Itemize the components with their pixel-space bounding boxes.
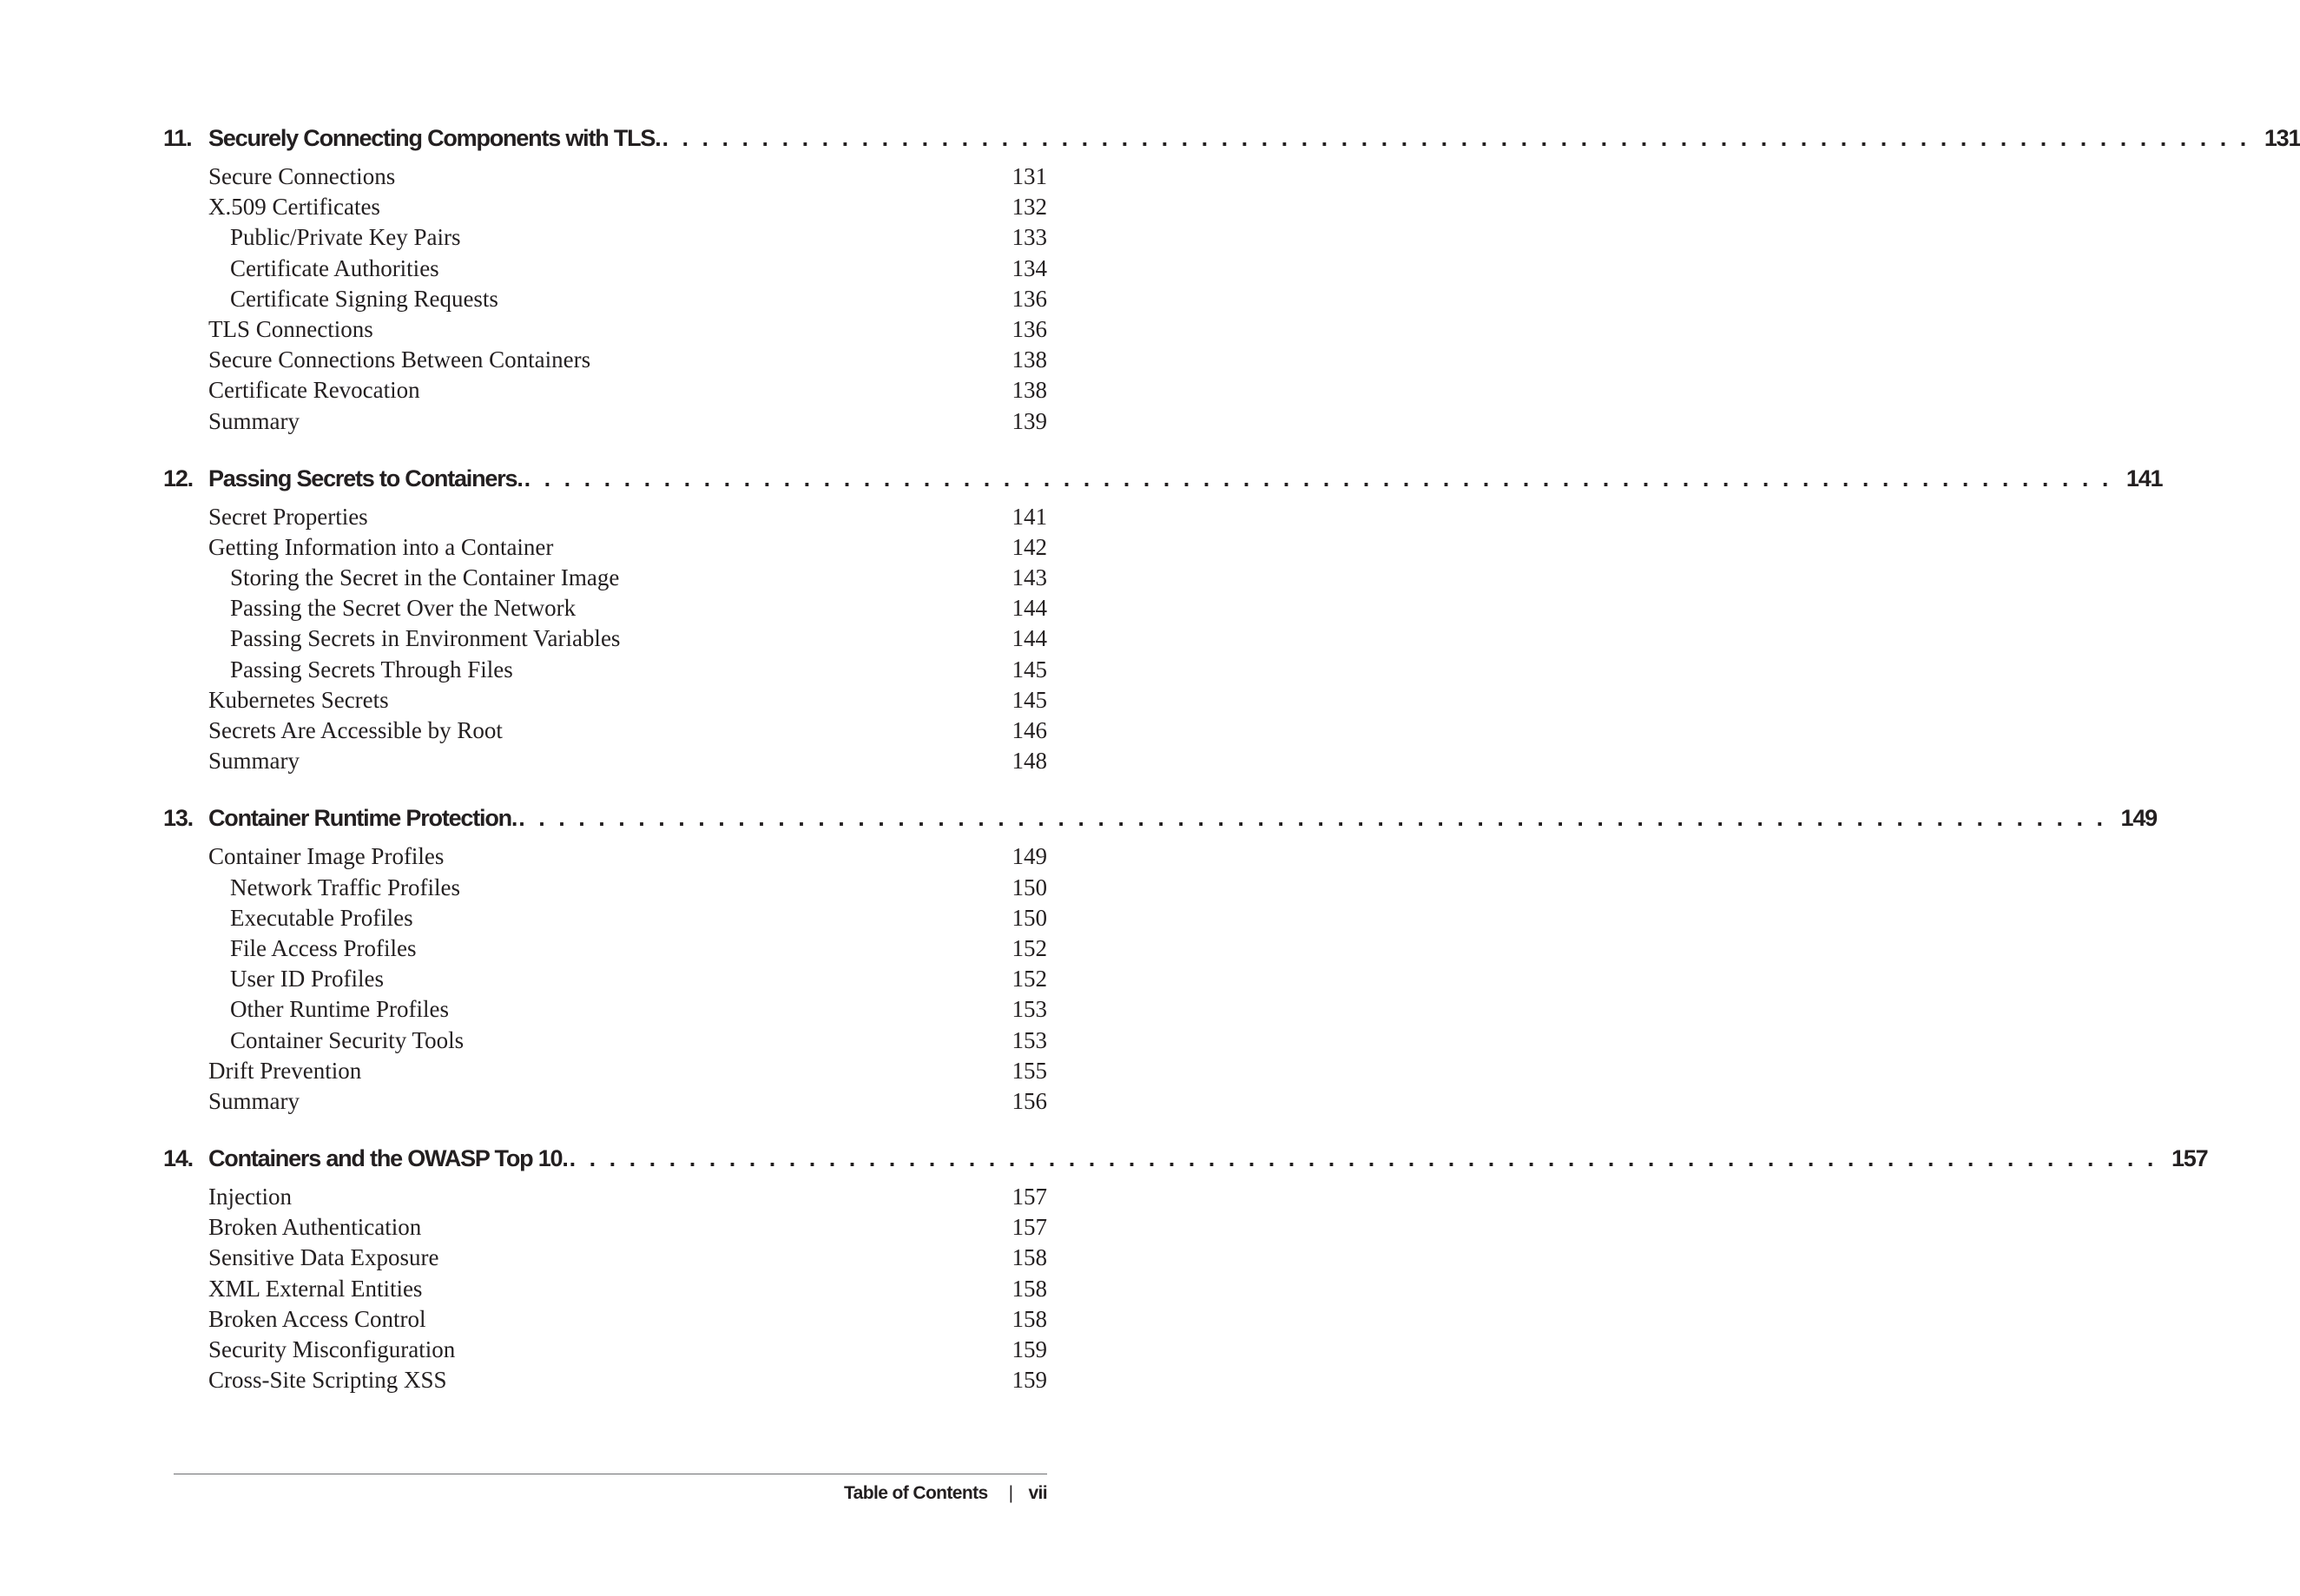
entry-page-number: 131 [1012,163,1047,189]
entry-title: X.509 Certificates [208,194,380,221]
chapter-section [163,1145,2208,1397]
toc-entry[interactable] [163,1214,1047,1244]
toc-entry[interactable] [163,408,1047,439]
entry-title: Kubernetes Secrets [208,686,389,713]
toc-subentry[interactable] [163,656,1047,687]
footer-page-number: vii [1028,1483,1047,1503]
entry-page-number: 146 [1012,717,1047,743]
entry-title: Certificate Revocation [208,377,420,404]
toc-entry[interactable] [163,1058,1047,1088]
toc-entry[interactable] [163,748,1047,778]
dot-leader: . . . . . . . . . . . . . . . . . . . . . . . . . . . . . . . . . . . . . . . . . . . . . . . . . . . . . . . . . . . . . . . . . . . . . . . . . . . . . . . . [662,125,2251,151]
entry-title: Injection [208,1184,292,1210]
entry-page-number: 155 [1012,1057,1047,1084]
entry-page-number: 144 [1012,595,1047,622]
entry-page-number: 136 [1012,285,1047,312]
toc-entry[interactable] [163,1306,1047,1336]
entry-page-number: 136 [1012,315,1047,342]
entry-title: Summary [208,407,300,434]
entry-page-number: 152 [1012,934,1047,961]
chapter-number: 13. [163,805,193,832]
chapter-heading[interactable] [163,465,2163,504]
entry-page-number: 159 [1012,1367,1047,1394]
entry-title: Public/Private Key Pairs [230,224,461,251]
entry-title: Container Security Tools [230,1026,465,1053]
entry-page-number: 145 [1012,686,1047,713]
entry-page-number: 144 [1012,625,1047,652]
toc-entry[interactable] [163,1244,1047,1275]
entry-title: Broken Access Control [208,1305,426,1332]
toc-subentry[interactable] [163,224,1047,254]
entry-page-number: 134 [1012,254,1047,281]
chapter-section [163,465,2163,779]
chapter-title: Container Runtime Protection. [208,805,517,832]
toc-entry[interactable] [163,1276,1047,1306]
entry-page-number: 150 [1012,874,1047,900]
dot-leader: . . . . . . . . . . . . . . . . . . . . . . . . . . . . . . . . . . . . . . . . . . . . . . . . . . . . . . . . . . . . . . . . . . . . . . . . . . . . . . . . [524,465,2112,491]
toc-entry[interactable] [163,377,1047,407]
toc-subentry[interactable] [163,1027,1047,1058]
toc-subentry[interactable] [163,625,1047,656]
entry-page-number: 158 [1012,1244,1047,1271]
entry-title: Executable Profiles [230,904,413,931]
entry-title: Passing Secrets Through Files [230,656,513,683]
entry-title: Security Misconfiguration [208,1336,456,1362]
toc-subentry[interactable] [163,286,1047,316]
entry-title: Certificate Authorities [230,254,439,281]
chapter-heading[interactable] [163,125,2300,163]
chapter-title: Securely Connecting Components with TLS. [208,125,661,151]
entry-page-number: 149 [1012,843,1047,870]
entry-title: Drift Prevention [208,1057,362,1084]
entry-title: User ID Profiles [230,966,384,993]
entry-title: Container Image Profiles [208,843,445,870]
chapter-title: Passing Secrets to Containers. [208,465,523,491]
entry-page-number: 141 [1012,503,1047,530]
entry-page-number: 138 [1012,346,1047,373]
entry-title: Secure Connections [208,163,396,189]
entry-title: File Access Profiles [230,934,417,961]
chapter-number: 12. [163,465,193,491]
entry-page-number: 143 [1012,564,1047,591]
chapter-page-number: 141 [2125,465,2163,491]
entry-page-number: 159 [1012,1336,1047,1362]
toc-subentry[interactable] [163,255,1047,286]
toc-entry[interactable] [163,1184,1047,1214]
chapter-page-number: 131 [2264,125,2300,151]
entry-title: Passing Secrets in Environment Variables [230,625,621,652]
entry-page-number: 145 [1012,656,1047,683]
entry-title: Sensitive Data Exposure [208,1244,439,1271]
toc-entry[interactable] [163,1367,1047,1397]
toc-entry[interactable] [163,717,1047,748]
entry-title: Certificate Signing Requests [230,285,498,312]
toc-subentry[interactable] [163,564,1047,595]
toc-entry[interactable] [163,534,1047,564]
toc-subentry[interactable] [163,905,1047,935]
table-of-contents [163,125,2300,1424]
dot-leader: . . . . . . . . . . . . . . . . . . . . . . . . . . . . . . . . . . . . . . . . . . . . . . . . . . . . . . . . . . . . . . . . . . . . . . . . . . . . . . . . [569,1145,2158,1172]
entry-page-number: 157 [1012,1214,1047,1241]
entry-page-number: 157 [1012,1184,1047,1210]
chapter-section [163,805,2157,1118]
entry-title: Cross-Site Scripting XSS [208,1367,447,1394]
entry-page-number: 148 [1012,748,1047,775]
toc-entry[interactable] [163,504,1047,534]
chapter-page-number: 149 [2120,805,2157,832]
chapter-section [163,125,2300,439]
toc-subentry[interactable] [163,966,1047,996]
entry-title: Storing the Secret in the Container Image [230,564,620,591]
chapter-heading[interactable] [163,805,2157,843]
chapter-page-number: 157 [2171,1145,2208,1172]
entry-page-number: 153 [1012,996,1047,1023]
entry-title: Getting Information into a Container [208,533,554,560]
entry-title: Passing the Secret Over the Network [230,595,577,622]
entry-page-number: 150 [1012,904,1047,931]
entry-page-number: 152 [1012,966,1047,993]
toc-entry[interactable] [163,843,1047,874]
toc-entry[interactable] [163,346,1047,377]
entry-page-number: 133 [1012,224,1047,251]
entry-page-number: 132 [1012,194,1047,221]
chapter-number: 11. [163,125,192,151]
entry-title: Secure Connections Between Containers [208,346,591,373]
toc-entry[interactable] [163,163,1047,194]
toc-subentry[interactable] [163,595,1047,625]
entry-title: Broken Authentication [208,1214,422,1241]
footer-label: Table of Contents [844,1483,988,1503]
entry-title: Other Runtime Profiles [230,996,449,1023]
dot-leader: . . . . . . . . . . . . . . . . . . . . . . . . . . . . . . . . . . . . . . . . . . . . . . . . . . . . . . . . . . . . . . . . . . . . . . . . . . . . . . . . [518,805,2106,832]
entry-title: Network Traffic Profiles [230,874,460,900]
footer-separator: | [1008,1483,1013,1503]
toc-subentry[interactable] [163,935,1047,966]
toc-entry[interactable] [163,687,1047,717]
entry-page-number: 153 [1012,1026,1047,1053]
toc-subentry[interactable] [163,874,1047,905]
chapter-heading[interactable] [163,1145,2208,1184]
entry-page-number: 142 [1012,533,1047,560]
entry-page-number: 158 [1012,1275,1047,1302]
entry-page-number: 139 [1012,407,1047,434]
toc-entry[interactable] [163,316,1047,346]
toc-entry[interactable] [163,1088,1047,1118]
page-footer [844,1483,1047,1504]
chapter-number: 14. [163,1145,193,1172]
entry-title: Secrets Are Accessible by Root [208,717,503,743]
entry-page-number: 138 [1012,377,1047,404]
toc-subentry[interactable] [163,996,1047,1026]
toc-entry[interactable] [163,1336,1047,1367]
entry-page-number: 156 [1012,1087,1047,1114]
toc-entry[interactable] [163,194,1047,224]
entry-title: TLS Connections [208,315,373,342]
entry-page-number: 158 [1012,1305,1047,1332]
entry-title: XML External Entities [208,1275,423,1302]
chapter-title: Containers and the OWASP Top 10. [208,1145,568,1172]
entry-title: Secret Properties [208,503,368,530]
entry-title: Summary [208,1087,300,1114]
entry-title: Summary [208,748,300,775]
